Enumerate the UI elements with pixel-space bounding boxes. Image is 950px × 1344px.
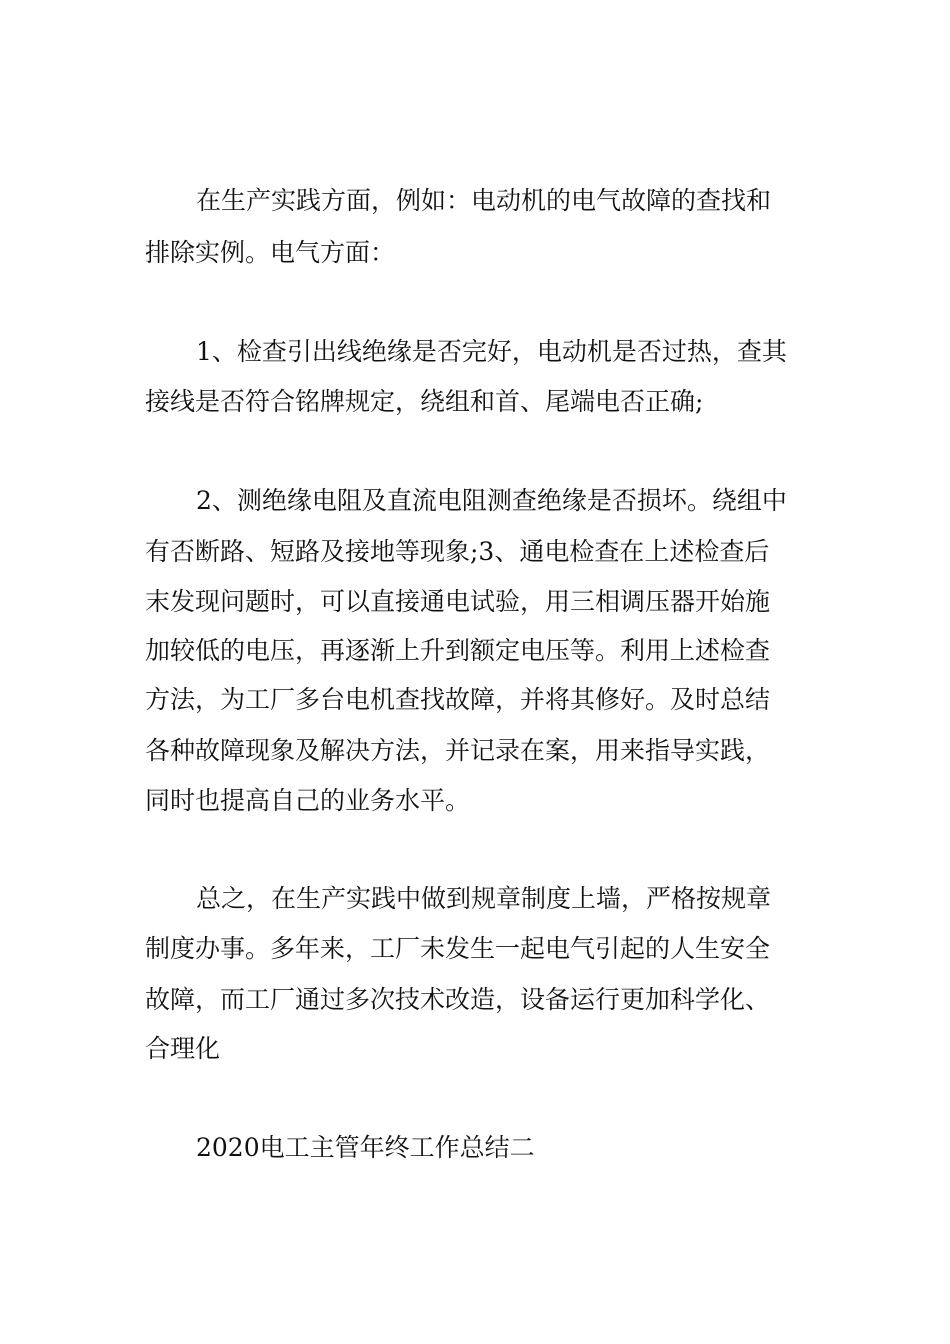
paragraph-3-line-7: 同时也提高自己的业务水平。 (145, 786, 471, 815)
paragraph-3-line-6: 各种故障现象及解决方法，并记录在案，用来指导实践， (145, 736, 771, 765)
paragraph-3-line-4: 加较低的电压，再逐渐上升到额定电压等。利用上述检查 (145, 636, 771, 665)
paragraph-3-line-5: 方法，为工厂多台电机查找故障，并将其修好。及时总结 (145, 685, 771, 714)
paragraph-1-line-2: 排除实例。电气方面： (145, 238, 396, 267)
paragraph-4-line-3: 故障，而工厂通过多次技术改造，设备运行更加科学化、 (145, 985, 771, 1014)
paragraph-3-line-2: 有否断路、短路及接地等现象;3、通电检查在上述检查后 (145, 537, 770, 566)
paragraph-2-line-2: 接线是否符合铭牌规定，绕组和首、尾端电否正确; (145, 387, 704, 416)
paragraph-1-line-1: 在生产实践方面，例如：电动机的电气故障的查找和 (196, 186, 772, 215)
paragraph-3-line-1: 2、测绝缘电阻及直流电阻测查绝缘是否损坏。绕组中 (196, 486, 787, 515)
paragraph-4-line-4: 合理化 (145, 1034, 221, 1063)
paragraph-4-line-2: 制度办事。多年来，工厂未发生一起电气引起的人生安全 (145, 934, 771, 963)
paragraph-2-line-1: 1、检查引出线绝缘是否完好，电动机是否过热，查其 (196, 337, 787, 366)
section-heading: 2020电工主管年终工作总结二 (196, 1133, 535, 1162)
paragraph-3-line-3: 末发现问题时，可以直接通电试验，用三相调压器开始施 (145, 587, 771, 616)
paragraph-4-line-1: 总之，在生产实践中做到规章制度上墙，严格按规章 (196, 884, 772, 913)
